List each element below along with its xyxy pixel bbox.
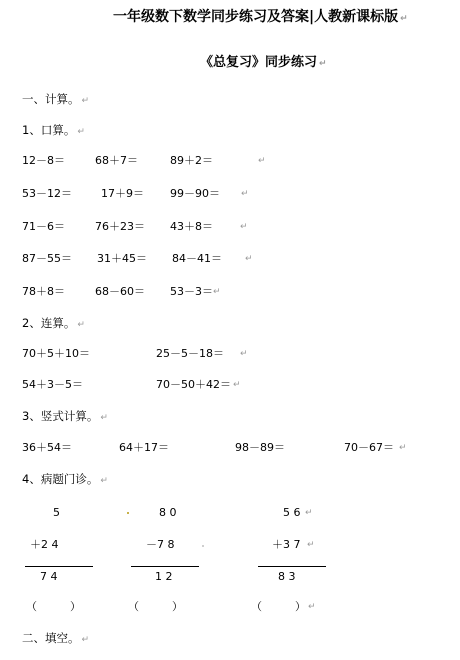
paragraph-mark: ↵ xyxy=(240,222,248,232)
problem-top-number: 5 6 xyxy=(283,506,301,519)
stray-mark xyxy=(202,545,204,547)
vertical-calc-item: 98－89＝ xyxy=(235,441,285,454)
oral-calc-item: 89＋2＝ xyxy=(170,154,213,167)
paragraph-mark: ↵ xyxy=(240,349,248,359)
oral-calc-item: 53－3＝ xyxy=(170,285,213,298)
paragraph-mark: ↵ xyxy=(258,156,266,166)
problem-operation: ＋2 4 xyxy=(30,538,59,551)
vertical-calc-item: 64＋17＝ xyxy=(119,441,169,454)
paragraph-mark: ↵ xyxy=(233,380,241,390)
paragraph-mark: ↵ xyxy=(245,254,253,264)
chain-calc-item: 70－50＋42＝ xyxy=(156,378,231,391)
oral-calc-item: 71－6＝ xyxy=(22,220,65,233)
paragraph-mark: ↵ xyxy=(308,602,316,612)
sum-line xyxy=(258,566,326,567)
paragraph-mark: ↵ xyxy=(307,540,315,550)
vertical-calc-item: 36＋54＝ xyxy=(22,441,72,454)
chain-calc-item: 25－5－18＝ xyxy=(156,347,224,360)
oral-calc-item: 53－12＝ xyxy=(22,187,72,200)
oral-calc-item: 68－60＝ xyxy=(95,285,145,298)
paragraph-mark: ↵ xyxy=(305,508,313,518)
problem-operation: －7 8 xyxy=(146,538,175,551)
oral-calc-item: 87－55＝ xyxy=(22,252,72,265)
subsection-heading-error-check: 4、病题门诊。 ↵ xyxy=(22,472,108,486)
oral-calc-item: 84－41＝ xyxy=(172,252,222,265)
difference-line xyxy=(131,566,199,567)
document-title: 一年级数下数学同步练习及答案|人教新课标版 ↵ xyxy=(113,9,408,25)
vertical-calc-item: 70－67＝ xyxy=(344,441,394,454)
problem-result: 7 4 xyxy=(40,570,58,583)
problem-top-number: 5 xyxy=(53,506,60,519)
oral-calc-item: 12－8＝ xyxy=(22,154,65,167)
chain-calc-item: 54＋3－5＝ xyxy=(22,378,83,391)
subsection-heading-vertical: 3、竖式计算。 ↵ xyxy=(22,409,108,423)
oral-calc-item: 31＋45＝ xyxy=(97,252,147,265)
problem-result: 8 3 xyxy=(278,570,296,583)
oral-calc-item: 99－90＝ xyxy=(170,187,220,200)
answer-parentheses: （ ） xyxy=(251,600,306,613)
oral-calc-item: 17＋9＝ xyxy=(101,187,144,200)
sum-line xyxy=(25,566,93,567)
oral-calc-item: 76＋23＝ xyxy=(95,220,145,233)
problem-top-number: 8 0 xyxy=(159,506,177,519)
subsection-heading-oral: 1、口算。 ↵ xyxy=(22,123,85,137)
problem-result: 1 2 xyxy=(155,570,173,583)
paragraph-mark: ↵ xyxy=(399,443,407,453)
answer-parentheses: （ ） xyxy=(26,600,81,613)
document-subtitle: 《总复习》同步练习 ↵ xyxy=(200,55,327,70)
oral-calc-item: 43＋8＝ xyxy=(170,220,213,233)
subsection-heading-chain: 2、连算。 ↵ xyxy=(22,316,85,330)
section-heading-fill-blank: 二、填空。 ↵ xyxy=(22,631,90,645)
paragraph-mark: ↵ xyxy=(213,287,221,297)
oral-calc-item: 78＋8＝ xyxy=(22,285,65,298)
oral-calc-item: 68＋7＝ xyxy=(95,154,138,167)
paragraph-mark: ↵ xyxy=(241,189,249,199)
problem-operation: ＋3 7 xyxy=(272,538,301,551)
section-heading-calc: 一、计算。 ↵ xyxy=(22,92,90,106)
answer-parentheses: （ ） xyxy=(128,600,183,613)
stray-mark xyxy=(127,512,129,514)
chain-calc-item: 70＋5＋10＝ xyxy=(22,347,90,360)
